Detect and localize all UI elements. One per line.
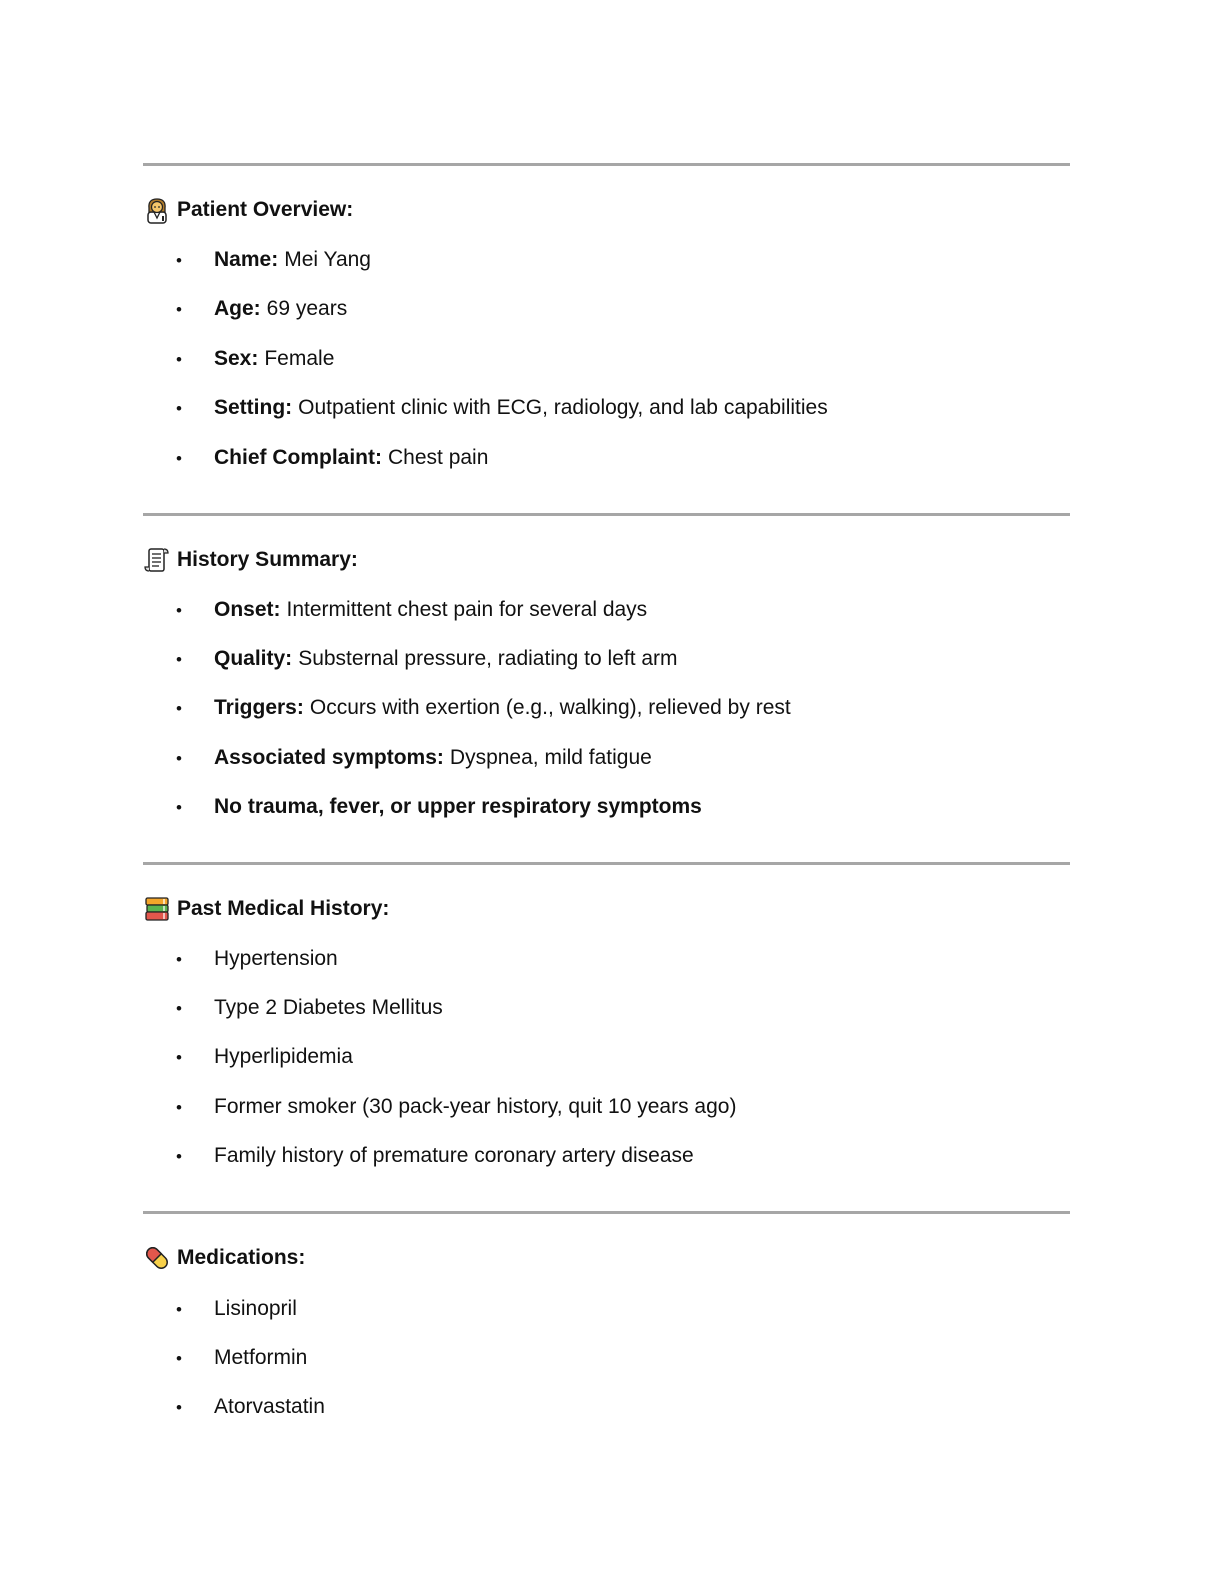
bullet: • (176, 250, 182, 270)
item-label: Onset: (214, 598, 281, 621)
bullet: • (176, 1397, 182, 1417)
bullet: • (176, 949, 182, 969)
item-value: Lisinopril (214, 1297, 297, 1320)
item-label: Name: (214, 248, 279, 271)
bullet: • (176, 299, 182, 319)
item-value: Dyspnea, mild fatigue (449, 746, 652, 769)
item-label: Chief Complaint: (214, 446, 382, 469)
bullet: • (176, 698, 182, 718)
item-value: Outpatient clinic with ECG, radiology, and lab capabilities (298, 396, 828, 419)
bullet: • (176, 1097, 182, 1117)
item-value: Hyperlipidemia (214, 1045, 353, 1068)
list-item (176, 1092, 736, 1122)
list-item (176, 1392, 325, 1422)
bullet: • (176, 349, 182, 369)
bullet: • (176, 1299, 182, 1319)
health-worker-icon (143, 196, 171, 224)
item-label: Age: (214, 297, 261, 320)
horizontal-rule (143, 513, 1070, 516)
section-heading-medications (143, 1243, 305, 1273)
item-label: Setting: (214, 396, 293, 419)
item-value: Chest pain (388, 446, 489, 469)
bullet: • (176, 600, 182, 620)
list-item (176, 944, 338, 974)
books-icon (143, 895, 171, 923)
list-item (176, 595, 647, 625)
bullet: • (176, 1047, 182, 1067)
item-value: Type 2 Diabetes Mellitus (214, 996, 443, 1019)
list-item (176, 393, 828, 423)
pill-icon (143, 1244, 171, 1272)
horizontal-rule (143, 163, 1070, 166)
section-title: History Summary: (177, 548, 358, 571)
list-item (176, 294, 347, 324)
item-value: Intermittent chest pain for several days (286, 598, 648, 621)
item-value: No trauma, fever, or upper respiratory symptoms (214, 795, 702, 818)
list-item (176, 1042, 353, 1072)
list-item (176, 344, 334, 374)
item-label: Associated symptoms: (214, 746, 444, 769)
section-title: Patient Overview: (177, 198, 354, 221)
list-item (176, 792, 702, 822)
item-value: Metformin (214, 1346, 308, 1369)
item-value: Substernal pressure, radiating to left arm (298, 647, 678, 670)
section-heading-history-summary (143, 545, 358, 575)
bullet: • (176, 998, 182, 1018)
list-item (176, 644, 678, 674)
item-value: Occurs with exertion (e.g., walking), relieved by rest (309, 696, 791, 719)
item-value: Atorvastatin (214, 1395, 325, 1418)
item-value: 69 years (266, 297, 348, 320)
bullet: • (176, 398, 182, 418)
horizontal-rule (143, 1211, 1070, 1214)
bullet: • (176, 748, 182, 768)
scroll-icon (143, 546, 171, 574)
section-heading-patient-overview (143, 195, 353, 225)
item-value: Mei Yang (284, 248, 371, 271)
item-label: Quality: (214, 647, 293, 670)
item-value: Family history of premature coronary artery disease (214, 1144, 694, 1167)
bullet: • (176, 1348, 182, 1368)
bullet: • (176, 649, 182, 669)
list-item (176, 245, 371, 275)
item-value: Hypertension (214, 947, 338, 970)
bullet: • (176, 1146, 182, 1166)
list-item (176, 693, 791, 723)
section-title: Medications: (177, 1246, 306, 1269)
item-label: Sex: (214, 347, 259, 370)
list-item (176, 993, 443, 1023)
list-item (176, 743, 652, 773)
horizontal-rule (143, 862, 1070, 865)
list-item (176, 443, 488, 473)
item-value: Former smoker (30 pack-year history, quit 10 years ago) (214, 1095, 737, 1118)
bullet: • (176, 448, 182, 468)
list-item (176, 1343, 307, 1373)
section-heading-past-medical-history (143, 894, 389, 924)
list-item (176, 1141, 694, 1171)
item-label: Triggers: (214, 696, 304, 719)
section-title: Past Medical History: (177, 897, 390, 920)
list-item (176, 1294, 297, 1324)
item-value: Female (264, 347, 335, 370)
bullet: • (176, 797, 182, 817)
